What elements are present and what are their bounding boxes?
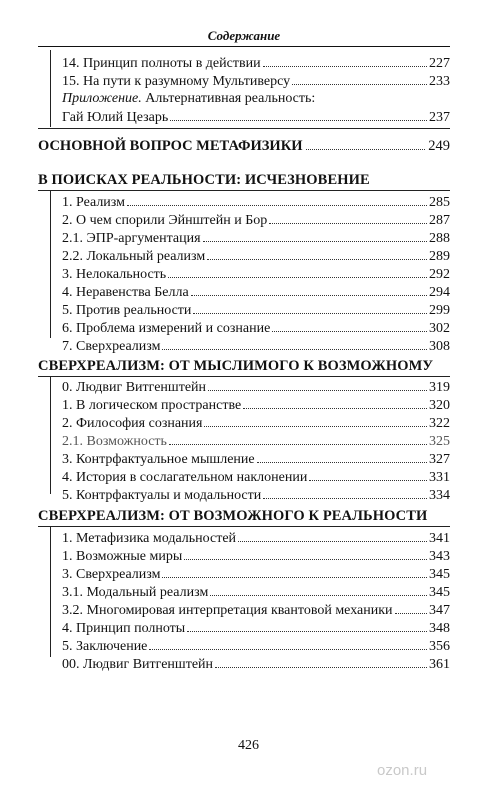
section-rule <box>38 190 450 191</box>
toc-entry[interactable]: 3.2. Многомировая интерпретация квантовой механики 347 <box>62 603 450 618</box>
toc-entry[interactable]: 3. Контрфактуальное мышление 327 <box>62 452 450 467</box>
toc-entry[interactable]: 2.1. ЭПР-аргументация 288 <box>62 231 450 246</box>
part1-heading: В ПОИСКАХ РЕАЛЬНОСТИ: ИСЧЕЗНОВЕНИЕ <box>38 172 370 188</box>
toc-entry[interactable]: 5. Заключение 356 <box>62 639 450 654</box>
page-number: 426 <box>238 738 259 753</box>
toc-entry[interactable]: 2.2. Локальный реализм 289 <box>62 249 450 264</box>
main-question-entry[interactable]: ОСНОВНОЙ ВОПРОС МЕТАФИЗИКИ 249 <box>38 138 450 154</box>
part2-vertical-bar <box>50 376 51 494</box>
toc-entry[interactable]: 1. Возможные миры 343 <box>62 549 450 564</box>
toc-entry[interactable]: 2. О чем спорили Эйнштейн и Бор 287 <box>62 213 450 228</box>
toc-entry[interactable]: 4. История в сослагательном наклонении 331 <box>62 470 450 485</box>
part3-heading: СВЕРХРЕАЛИЗМ: ОТ ВОЗМОЖНОГО К РЕАЛЬНОСТИ <box>38 508 428 524</box>
toc-entry[interactable]: 1. Метафизика модальностей 341 <box>62 531 450 546</box>
toc-entry[interactable]: 5. Контрфактуалы и модальности 334 <box>62 488 450 503</box>
appendix-line1: Приложение. Альтернативная реальность: <box>62 91 316 106</box>
toc-entry[interactable]: 2.1. Возможность 325 <box>62 434 450 449</box>
toc-entry[interactable]: 5. Против реальности 299 <box>62 303 450 318</box>
toc-entry[interactable]: 1. В логическом пространстве 320 <box>62 398 450 413</box>
running-header: Содержание <box>207 28 281 43</box>
toc-entry[interactable]: 3. Нелокальность 292 <box>62 267 450 282</box>
toc-entry[interactable]: 3. Сверхреализм 345 <box>62 567 450 582</box>
toc-entry[interactable]: 15. На пути к разумному Мультиверсу 233 <box>62 74 450 89</box>
toc-entry[interactable]: 7. Сверхреализм 308 <box>62 339 450 354</box>
part3-vertical-bar <box>50 526 51 657</box>
toc-entry[interactable]: 00. Людвиг Витгенштейн 361 <box>62 657 450 672</box>
toc-entry[interactable]: 4. Принцип полноты 348 <box>62 621 450 636</box>
section-rule <box>38 376 450 377</box>
toc-entry[interactable]: 14. Принцип полноты в действии 227 <box>62 56 450 71</box>
part1-vertical-bar <box>50 190 51 338</box>
section-rule <box>38 128 450 129</box>
section-rule <box>38 526 450 527</box>
toc-entry[interactable]: 4. Неравенства Белла 294 <box>62 285 450 300</box>
toc-entry[interactable]: 2. Философия сознания 322 <box>62 416 450 431</box>
toc-entry[interactable]: 0. Людвиг Витгенштейн 319 <box>62 380 450 395</box>
toc-entry-appendix[interactable]: Гай Юлий Цезарь 237 <box>62 110 450 125</box>
block0-vertical-bar <box>50 50 51 127</box>
header-rule <box>38 46 450 47</box>
toc-entry[interactable]: 1. Реализм 285 <box>62 195 450 210</box>
toc-entry[interactable]: 6. Проблема измерений и сознание 302 <box>62 321 450 336</box>
part2-heading: СВЕРХРЕАЛИЗМ: ОТ МЫСЛИМОГО К ВОЗМОЖНОМУ <box>38 358 434 374</box>
toc-entry[interactable]: 3.1. Модальный реализм 345 <box>62 585 450 600</box>
watermark: ozon.ru <box>377 762 428 779</box>
